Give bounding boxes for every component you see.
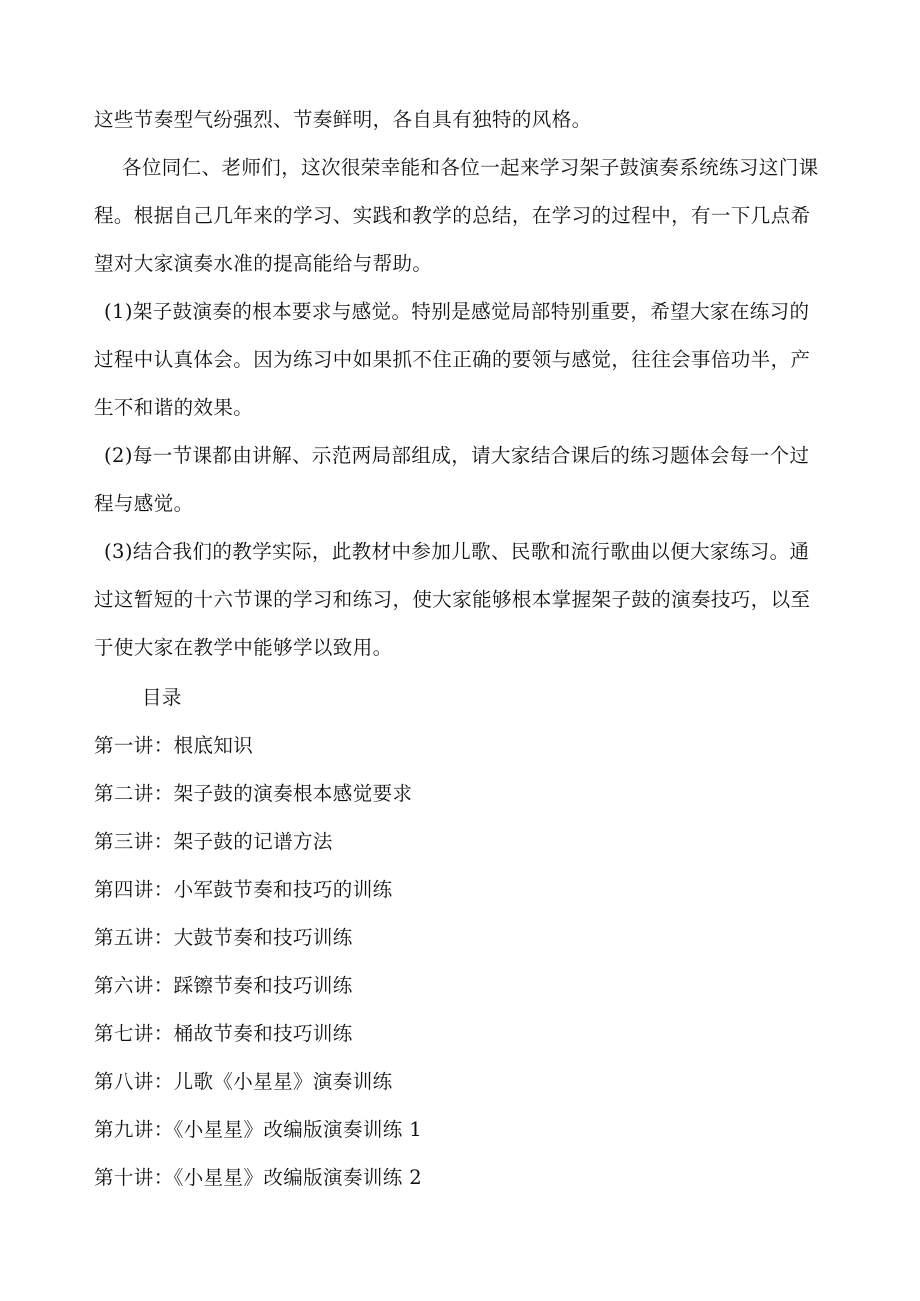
toc-item-title: 桶故节奏和技巧训练 [173,1022,353,1045]
toc-item-number: 第十讲： [94,1166,174,1189]
paragraph-line: 程。根据自己几年来的学习、实践和教学的总结，在学习的过程中，有一下几点希 [94,204,811,227]
toc-item-number: 第五讲： [94,926,174,949]
toc-item-number: 第一讲： [94,734,174,757]
toc-item-number: 第四讲： [94,878,174,901]
toc-item-title: 大鼓节奏和技巧训练 [173,926,353,949]
paragraph-line: 过这暂短的十六节课的学习和练习，使大家能够根本掌握架子鼓的演奏技巧，以至 [94,588,811,611]
body-paragraph [94,432,829,528]
toc-item-number: 第九讲： [94,1118,174,1141]
toc-item [94,770,422,818]
toc-item [94,722,422,770]
paragraph-line: 望对大家演奏水准的提高能给与帮助。 [94,252,433,275]
toc-item [94,866,422,914]
toc-item-number: 第七讲： [94,1022,174,1045]
toc-item [94,914,422,962]
toc-item [94,818,422,866]
paragraph-line: (2)每一节课都由讲解、示范两局部组成，请大家结合课后的练习题体会每一个过 [104,444,810,467]
toc-item-title: 小军鼓节奏和技巧的训练 [173,878,393,901]
toc-item [94,1058,422,1106]
toc-item [94,1154,422,1202]
paragraph-line: 生不和谐的效果。 [94,396,254,419]
toc-item [94,962,422,1010]
paragraph-line: 程与感觉。 [94,492,194,515]
body-paragraph [94,528,829,672]
toc-item-number: 第二讲： [94,782,174,805]
toc-item-title: 《小星星》改编版演奏训练 1 [173,1118,423,1141]
toc-heading: 目录 [142,686,182,709]
paragraph-line: 于使大家在教学中能够学以致用。 [94,636,393,659]
body-paragraph [94,288,829,432]
body-paragraph [94,144,829,288]
toc-item-number: 第八讲： [94,1070,174,1093]
toc-item-title: 《小星星》改编版演奏训练 2 [173,1166,423,1189]
toc-item-title: 儿歌《小星星》演奏训练 [173,1070,393,1093]
paragraph-line: 过程中认真体会。因为练习中如果抓不住正确的要领与感觉，往往会事倍功半，产 [94,348,811,371]
body-paragraph [94,96,829,144]
paragraph-line: (1)架子鼓演奏的根本要求与感觉。特别是感觉局部特别重要，希望大家在练习的 [104,300,810,323]
toc-item-title: 根底知识 [173,734,254,757]
toc-item [94,1106,422,1154]
toc-item-number: 第六讲： [94,974,174,997]
paragraph-line: 各位同仁、老师们，这次很荣幸能和各位一起来学习架子鼓演奏系统练习这门课 [122,156,819,179]
toc-item-title: 架子鼓的记谱方法 [173,830,333,853]
toc-list [94,722,422,1202]
paragraph-line: (3)结合我们的教学实际，此教材中参加儿歌、民歌和流行歌曲以便大家练习。通 [104,540,810,563]
toc-item-title: 架子鼓的演奏根本感觉要求 [173,782,413,805]
toc-item-title: 踩镲节奏和技巧训练 [173,974,353,997]
paragraph-line: 这些节奏型气纷强烈、节奏鲜明，各自具有独特的风格。 [94,108,592,131]
toc-item [94,1010,422,1058]
toc-item-number: 第三讲： [94,830,174,853]
